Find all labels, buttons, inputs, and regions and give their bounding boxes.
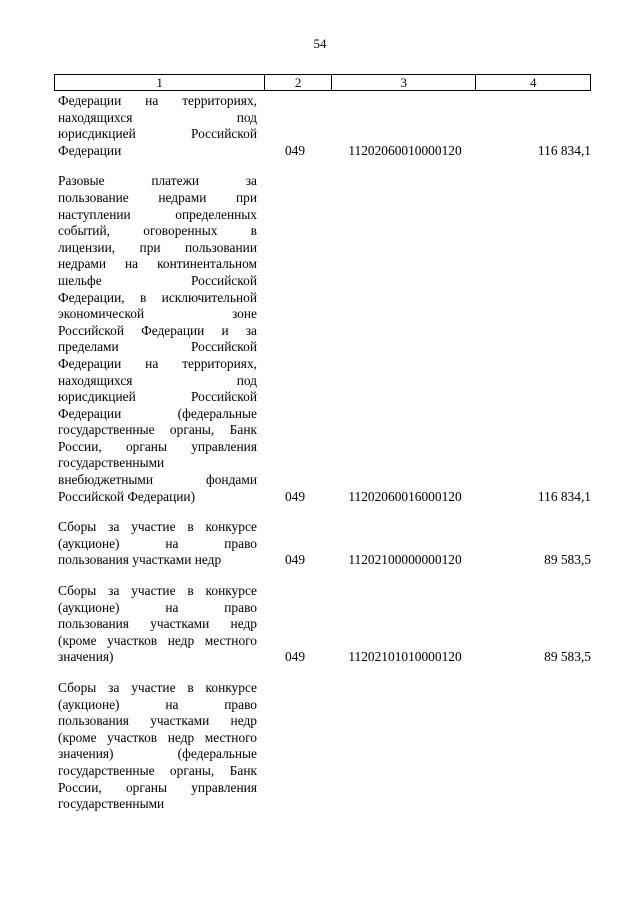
- description-line: пользования участками недр: [58, 713, 257, 729]
- row-description: [58, 173, 257, 505]
- description-line: Российской Федерации): [58, 488, 196, 504]
- column-header-3: 3: [331, 75, 475, 90]
- amount: 89 583,5: [544, 552, 591, 568]
- row-description: [58, 680, 257, 813]
- description-line: государственные органы, Банк: [58, 422, 257, 438]
- table-body: [58, 93, 591, 827]
- table-row: [58, 583, 591, 666]
- description-line: юрисдикцией Российской: [58, 389, 257, 405]
- kbk-code: 11202060016000120: [348, 488, 462, 504]
- description-line: (кроме участков недр местного: [58, 632, 257, 648]
- description-line: Федерации (федеральные: [58, 405, 257, 421]
- amount: 116 834,1: [537, 142, 591, 158]
- row-description: [58, 93, 257, 159]
- admin-code: 049: [284, 649, 306, 665]
- description-line: внебюджетными фондами: [58, 472, 257, 488]
- column-header-1: 1: [156, 75, 163, 90]
- description-line: государственными: [58, 796, 165, 812]
- column-header-2: 2: [264, 75, 331, 90]
- description-line: юрисдикцией Российской: [58, 126, 257, 142]
- table-row: [58, 519, 591, 569]
- description-line: пользование недрами при: [58, 189, 257, 205]
- description-line: Федерации на территориях,: [58, 355, 257, 371]
- description-line: значения) (федеральные: [58, 746, 257, 762]
- description-line: лицензии, при пользовании: [58, 239, 257, 255]
- description-line: Сборы за участие в конкурсе: [58, 519, 257, 535]
- description-line: Разовые платежи за: [58, 173, 257, 189]
- kbk-code: 11202100000000120: [348, 552, 462, 568]
- description-line: России, органы управления: [58, 779, 257, 795]
- description-line: Сборы за участие в конкурсе: [58, 583, 257, 599]
- description-line: пределами Российской: [58, 339, 257, 355]
- description-line: недрами на континентальном: [58, 256, 257, 272]
- description-line: государственные органы, Банк: [58, 762, 257, 778]
- table-row: [58, 173, 591, 505]
- kbk-code: 11202060010000120: [348, 142, 462, 158]
- kbk-code: 11202101010000120: [348, 649, 462, 665]
- description-line: наступлении определенных: [58, 206, 257, 222]
- description-line: Российской Федерации и за: [58, 322, 257, 338]
- description-line: пользования участками недр: [58, 616, 257, 632]
- table-row: [58, 680, 591, 813]
- description-line: шельфе Российской: [58, 272, 257, 288]
- amount: 89 583,5: [544, 649, 591, 665]
- table-header: [54, 74, 591, 91]
- description-line: (аукционе) на право: [58, 535, 257, 551]
- description-line: Федерации на территориях,: [58, 93, 257, 108]
- amount: 116 834,1: [537, 488, 591, 504]
- description-line: значения): [58, 649, 114, 665]
- row-description: [58, 583, 257, 666]
- admin-code: 049: [284, 552, 306, 568]
- description-line: событий, оговоренных в: [58, 223, 257, 239]
- description-line: России, органы управления: [58, 438, 257, 454]
- description-line: государственными: [58, 455, 165, 471]
- row-description: [58, 519, 257, 569]
- table-row: [58, 93, 591, 159]
- description-line: Федерации, в исключительной: [58, 289, 257, 305]
- page-number: 54: [313, 36, 327, 51]
- admin-code: 049: [284, 142, 306, 158]
- description-line: (аукционе) на право: [58, 599, 257, 615]
- description-line: находящихся под: [58, 109, 257, 125]
- description-line: находящихся под: [58, 372, 257, 388]
- description-line: Сборы за участие в конкурсе: [58, 680, 257, 695]
- admin-code: 049: [284, 488, 306, 504]
- description-line: Федерации: [58, 142, 122, 158]
- description-line: (кроме участков недр местного: [58, 729, 257, 745]
- description-line: экономической зоне: [58, 306, 257, 322]
- description-line: (аукционе) на право: [58, 696, 257, 712]
- column-header-4: 4: [475, 75, 590, 90]
- description-line: пользования участками недр: [58, 552, 222, 568]
